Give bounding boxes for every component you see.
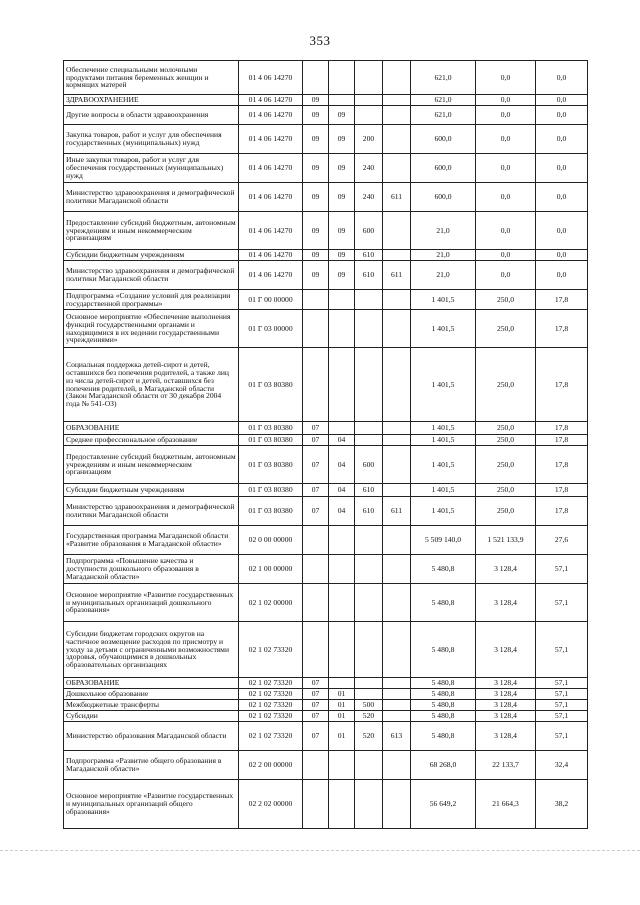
row-name: ЗДРАВООХРАНЕНИЕ bbox=[64, 95, 239, 106]
row-code: 02 1 02 73320 bbox=[239, 622, 303, 678]
row-subsection: 09 bbox=[329, 212, 355, 250]
row-expense-type bbox=[355, 689, 383, 700]
row-approved-sum: 1 401,5 bbox=[411, 446, 476, 484]
row-code: 01 Г 03 80380 bbox=[239, 348, 303, 422]
row-section: 07 bbox=[303, 700, 329, 711]
row-expense-type: 610 bbox=[355, 261, 383, 290]
row-percent: 57,1 bbox=[536, 622, 588, 678]
row-approved-sum: 5 509 140,0 bbox=[411, 526, 476, 555]
row-expense-type: 500 bbox=[355, 700, 383, 711]
row-code: 01 Г 03 00000 bbox=[239, 310, 303, 348]
row-percent: 57,1 bbox=[536, 678, 588, 689]
row-subsection bbox=[329, 95, 355, 106]
row-name: Межбюджетные трансферты bbox=[64, 700, 239, 711]
table-row bbox=[64, 700, 588, 711]
row-subsection: 09 bbox=[329, 183, 355, 212]
row-name: Основное мероприятие «Развитие государственных и муниципальных организаций общего образования» bbox=[64, 780, 239, 829]
row-executed-sum: 250,0 bbox=[476, 310, 536, 348]
row-expense-type bbox=[355, 622, 383, 678]
row-administrator bbox=[383, 422, 411, 435]
row-subsection: 04 bbox=[329, 446, 355, 484]
row-administrator bbox=[383, 446, 411, 484]
table-body bbox=[64, 61, 588, 829]
row-executed-sum: 0,0 bbox=[476, 61, 536, 95]
row-section: 07 bbox=[303, 484, 329, 497]
row-expense-type: 200 bbox=[355, 125, 383, 154]
row-executed-sum: 250,0 bbox=[476, 484, 536, 497]
row-approved-sum: 21,0 bbox=[411, 250, 476, 261]
table-row bbox=[64, 689, 588, 700]
row-percent: 0,0 bbox=[536, 183, 588, 212]
row-subsection: 09 bbox=[329, 250, 355, 261]
row-administrator bbox=[383, 751, 411, 780]
table-row bbox=[64, 497, 588, 526]
row-percent: 57,1 bbox=[536, 555, 588, 584]
row-administrator: 613 bbox=[383, 722, 411, 751]
row-section: 07 bbox=[303, 678, 329, 689]
page-number: 353 bbox=[309, 33, 331, 48]
row-administrator bbox=[383, 484, 411, 497]
row-section: 09 bbox=[303, 125, 329, 154]
row-name: Закупка товаров, работ и услуг для обеспечения государственных (муниципальных) нужд bbox=[64, 125, 239, 154]
row-administrator: 611 bbox=[383, 497, 411, 526]
row-administrator bbox=[383, 212, 411, 250]
row-administrator bbox=[383, 584, 411, 622]
row-code: 01 4 06 14270 bbox=[239, 183, 303, 212]
row-approved-sum: 1 401,5 bbox=[411, 484, 476, 497]
row-section: 07 bbox=[303, 497, 329, 526]
table-row bbox=[64, 212, 588, 250]
row-code: 01 4 06 14270 bbox=[239, 106, 303, 125]
row-executed-sum: 3 128,4 bbox=[476, 622, 536, 678]
row-administrator bbox=[383, 622, 411, 678]
row-code: 01 Г 03 80380 bbox=[239, 484, 303, 497]
row-expense-type: 520 bbox=[355, 711, 383, 722]
row-executed-sum: 1 521 133,9 bbox=[476, 526, 536, 555]
row-code: 02 0 00 00000 bbox=[239, 526, 303, 555]
row-expense-type bbox=[355, 780, 383, 829]
table-row bbox=[64, 310, 588, 348]
row-approved-sum: 600,0 bbox=[411, 125, 476, 154]
table-row bbox=[64, 261, 588, 290]
table-row bbox=[64, 555, 588, 584]
row-section: 07 bbox=[303, 722, 329, 751]
table-row bbox=[64, 435, 588, 446]
row-executed-sum: 250,0 bbox=[476, 446, 536, 484]
row-code: 01 4 06 14270 bbox=[239, 125, 303, 154]
row-administrator bbox=[383, 348, 411, 422]
table-row bbox=[64, 722, 588, 751]
row-administrator bbox=[383, 678, 411, 689]
row-administrator bbox=[383, 61, 411, 95]
row-section: 09 bbox=[303, 261, 329, 290]
row-expense-type: 240 bbox=[355, 183, 383, 212]
row-executed-sum: 250,0 bbox=[476, 290, 536, 310]
row-subsection bbox=[329, 310, 355, 348]
row-section: 09 bbox=[303, 95, 329, 106]
row-approved-sum: 1 401,5 bbox=[411, 290, 476, 310]
row-expense-type bbox=[355, 751, 383, 780]
row-executed-sum: 3 128,4 bbox=[476, 584, 536, 622]
row-executed-sum: 22 133,7 bbox=[476, 751, 536, 780]
row-percent: 17,8 bbox=[536, 422, 588, 435]
table-row bbox=[64, 125, 588, 154]
row-subsection: 01 bbox=[329, 722, 355, 751]
row-expense-type bbox=[355, 290, 383, 310]
row-executed-sum: 250,0 bbox=[476, 497, 536, 526]
row-percent: 57,1 bbox=[536, 584, 588, 622]
row-approved-sum: 5 480,8 bbox=[411, 678, 476, 689]
row-section: 09 bbox=[303, 183, 329, 212]
row-section: 07 bbox=[303, 422, 329, 435]
row-name: Обеспечение специальными молочными продуктами питания беременных женщин и кормящих матерей bbox=[64, 61, 239, 95]
row-percent: 32,4 bbox=[536, 751, 588, 780]
table-row bbox=[64, 484, 588, 497]
row-code: 01 4 06 14270 bbox=[239, 261, 303, 290]
row-approved-sum: 621,0 bbox=[411, 95, 476, 106]
row-expense-type: 610 bbox=[355, 497, 383, 526]
row-subsection bbox=[329, 584, 355, 622]
row-approved-sum: 68 268,0 bbox=[411, 751, 476, 780]
row-subsection: 04 bbox=[329, 435, 355, 446]
row-percent: 17,8 bbox=[536, 497, 588, 526]
row-name: ОБРАЗОВАНИЕ bbox=[64, 422, 239, 435]
row-code: 02 1 02 73320 bbox=[239, 722, 303, 751]
row-administrator bbox=[383, 555, 411, 584]
row-approved-sum: 1 401,5 bbox=[411, 497, 476, 526]
row-executed-sum: 250,0 bbox=[476, 348, 536, 422]
table-row bbox=[64, 61, 588, 95]
row-code: 01 4 06 14270 bbox=[239, 250, 303, 261]
row-administrator bbox=[383, 106, 411, 125]
row-name: Министерство здравоохранения и демографической политики Магаданской области bbox=[64, 497, 239, 526]
row-code: 02 2 02 00000 bbox=[239, 780, 303, 829]
row-percent: 38,2 bbox=[536, 780, 588, 829]
row-name: Министерство здравоохранения и демографической политики Магаданской области bbox=[64, 261, 239, 290]
row-percent: 0,0 bbox=[536, 61, 588, 95]
row-name: ОБРАЗОВАНИЕ bbox=[64, 678, 239, 689]
table-row bbox=[64, 711, 588, 722]
row-expense-type bbox=[355, 310, 383, 348]
row-approved-sum: 1 401,5 bbox=[411, 348, 476, 422]
row-name: Среднее профессиональное образование bbox=[64, 435, 239, 446]
row-percent: 0,0 bbox=[536, 106, 588, 125]
table-row bbox=[64, 290, 588, 310]
row-expense-type: 600 bbox=[355, 212, 383, 250]
row-subsection bbox=[329, 526, 355, 555]
row-administrator bbox=[383, 780, 411, 829]
row-executed-sum: 250,0 bbox=[476, 422, 536, 435]
row-section: 09 bbox=[303, 106, 329, 125]
row-percent: 57,1 bbox=[536, 711, 588, 722]
row-expense-type: 610 bbox=[355, 484, 383, 497]
table-row bbox=[64, 446, 588, 484]
row-percent: 0,0 bbox=[536, 154, 588, 183]
row-name: Основное мероприятие «Развитие государственных и муниципальных организаций дошкольного образования» bbox=[64, 584, 239, 622]
row-approved-sum: 5 480,8 bbox=[411, 689, 476, 700]
row-percent: 0,0 bbox=[536, 125, 588, 154]
row-subsection: 09 bbox=[329, 125, 355, 154]
row-subsection bbox=[329, 678, 355, 689]
row-expense-type bbox=[355, 678, 383, 689]
row-approved-sum: 1 401,5 bbox=[411, 422, 476, 435]
table-row bbox=[64, 622, 588, 678]
row-approved-sum: 5 480,8 bbox=[411, 584, 476, 622]
row-section: 07 bbox=[303, 689, 329, 700]
row-expense-type: 240 bbox=[355, 154, 383, 183]
row-percent: 17,8 bbox=[536, 310, 588, 348]
row-executed-sum: 21 664,3 bbox=[476, 780, 536, 829]
row-code: 02 2 00 00000 bbox=[239, 751, 303, 780]
row-subsection bbox=[329, 422, 355, 435]
row-executed-sum: 0,0 bbox=[476, 125, 536, 154]
table-row bbox=[64, 751, 588, 780]
row-executed-sum: 0,0 bbox=[476, 154, 536, 183]
row-approved-sum: 5 480,8 bbox=[411, 722, 476, 751]
row-approved-sum: 21,0 bbox=[411, 212, 476, 250]
row-expense-type bbox=[355, 61, 383, 95]
row-code: 01 Г 00 00000 bbox=[239, 290, 303, 310]
table-row bbox=[64, 678, 588, 689]
row-percent: 17,8 bbox=[536, 348, 588, 422]
row-section bbox=[303, 780, 329, 829]
row-section: 09 bbox=[303, 212, 329, 250]
row-percent: 17,8 bbox=[536, 435, 588, 446]
row-name: Министерство здравоохранения и демографической политики Магаданской области bbox=[64, 183, 239, 212]
row-name: Министерство образования Магаданской области bbox=[64, 722, 239, 751]
row-expense-type bbox=[355, 422, 383, 435]
row-percent: 17,8 bbox=[536, 446, 588, 484]
row-expense-type bbox=[355, 348, 383, 422]
row-section bbox=[303, 751, 329, 780]
row-subsection bbox=[329, 622, 355, 678]
row-code: 01 Г 03 80380 bbox=[239, 497, 303, 526]
row-executed-sum: 0,0 bbox=[476, 261, 536, 290]
row-administrator bbox=[383, 125, 411, 154]
row-executed-sum: 250,0 bbox=[476, 435, 536, 446]
row-approved-sum: 21,0 bbox=[411, 261, 476, 290]
row-executed-sum: 0,0 bbox=[476, 212, 536, 250]
row-expense-type bbox=[355, 106, 383, 125]
row-section bbox=[303, 310, 329, 348]
row-approved-sum: 5 480,8 bbox=[411, 711, 476, 722]
row-section bbox=[303, 622, 329, 678]
row-administrator bbox=[383, 700, 411, 711]
row-name: Дошкольное образование bbox=[64, 689, 239, 700]
row-percent: 27,6 bbox=[536, 526, 588, 555]
row-code: 01 Г 03 80380 bbox=[239, 446, 303, 484]
row-approved-sum: 5 480,8 bbox=[411, 622, 476, 678]
row-subsection: 01 bbox=[329, 711, 355, 722]
row-approved-sum: 621,0 bbox=[411, 61, 476, 95]
row-code: 02 1 02 73320 bbox=[239, 689, 303, 700]
row-executed-sum: 3 128,4 bbox=[476, 700, 536, 711]
scan-edge-line bbox=[0, 850, 640, 851]
row-administrator bbox=[383, 290, 411, 310]
table-row bbox=[64, 154, 588, 183]
row-subsection: 09 bbox=[329, 261, 355, 290]
row-approved-sum: 5 480,8 bbox=[411, 555, 476, 584]
row-section: 09 bbox=[303, 154, 329, 183]
row-expense-type: 520 bbox=[355, 722, 383, 751]
row-code: 02 1 02 73320 bbox=[239, 678, 303, 689]
row-subsection: 01 bbox=[329, 689, 355, 700]
row-code: 01 4 06 14270 bbox=[239, 61, 303, 95]
row-section: 07 bbox=[303, 446, 329, 484]
row-expense-type bbox=[355, 526, 383, 555]
table-row bbox=[64, 584, 588, 622]
row-code: 01 4 06 14270 bbox=[239, 95, 303, 106]
row-administrator bbox=[383, 95, 411, 106]
row-administrator bbox=[383, 310, 411, 348]
table-row bbox=[64, 348, 588, 422]
row-expense-type bbox=[355, 95, 383, 106]
row-section: 07 bbox=[303, 711, 329, 722]
row-name: Государственная программа Магаданской области «Развитие образования в Магаданской области» bbox=[64, 526, 239, 555]
row-executed-sum: 3 128,4 bbox=[476, 678, 536, 689]
row-administrator: 611 bbox=[383, 183, 411, 212]
row-executed-sum: 3 128,4 bbox=[476, 722, 536, 751]
row-name: Иные закупки товаров, работ и услуг для обеспечения государственных (муниципальных) нужд bbox=[64, 154, 239, 183]
row-section bbox=[303, 584, 329, 622]
row-section bbox=[303, 555, 329, 584]
row-subsection: 09 bbox=[329, 106, 355, 125]
row-approved-sum: 1 401,5 bbox=[411, 310, 476, 348]
row-subsection bbox=[329, 751, 355, 780]
row-name: Подпрограмма «Повышение качества и доступности дошкольного образования в Магаданской области» bbox=[64, 555, 239, 584]
row-name: Субсидии бюджетам городских округов на частичное возмещение расходов по присмотру и уходу за детьми с ограниченными возможностями здоровья, обучающимися в дошкольных образовательных организациях bbox=[64, 622, 239, 678]
row-section bbox=[303, 61, 329, 95]
row-percent: 0,0 bbox=[536, 250, 588, 261]
row-administrator bbox=[383, 154, 411, 183]
row-subsection bbox=[329, 555, 355, 584]
row-code: 01 Г 03 80380 bbox=[239, 435, 303, 446]
row-section bbox=[303, 348, 329, 422]
row-administrator bbox=[383, 250, 411, 261]
row-percent: 57,1 bbox=[536, 722, 588, 751]
row-subsection: 09 bbox=[329, 154, 355, 183]
table-row bbox=[64, 526, 588, 555]
row-section bbox=[303, 290, 329, 310]
row-expense-type bbox=[355, 555, 383, 584]
row-executed-sum: 0,0 bbox=[476, 183, 536, 212]
row-approved-sum: 1 401,5 bbox=[411, 435, 476, 446]
row-code: 02 1 00 00000 bbox=[239, 555, 303, 584]
row-percent: 57,1 bbox=[536, 689, 588, 700]
row-executed-sum: 0,0 bbox=[476, 250, 536, 261]
table-row bbox=[64, 250, 588, 261]
row-subsection: 04 bbox=[329, 497, 355, 526]
row-expense-type: 610 bbox=[355, 250, 383, 261]
row-percent: 57,1 bbox=[536, 700, 588, 711]
row-executed-sum: 0,0 bbox=[476, 95, 536, 106]
row-administrator bbox=[383, 711, 411, 722]
row-name: Предоставление субсидий бюджетным, автономным учреждениям и иным некоммерческим организациям bbox=[64, 212, 239, 250]
row-code: 02 1 02 00000 bbox=[239, 584, 303, 622]
row-code: 01 4 06 14270 bbox=[239, 154, 303, 183]
table-row bbox=[64, 422, 588, 435]
row-approved-sum: 600,0 bbox=[411, 183, 476, 212]
row-name: Подпрограмма «Создание условий для реализации государственной программы» bbox=[64, 290, 239, 310]
row-name: Субсидии бюджетным учреждениям bbox=[64, 484, 239, 497]
table-row bbox=[64, 95, 588, 106]
table-row bbox=[64, 780, 588, 829]
row-expense-type bbox=[355, 435, 383, 446]
row-subsection bbox=[329, 290, 355, 310]
row-name: Подпрограмма «Развитие общего образования в Магаданской области» bbox=[64, 751, 239, 780]
row-name: Основное мероприятие «Обеспечение выполнения функций государственными органами и находящимися в их ведении государственными учреждениями» bbox=[64, 310, 239, 348]
row-executed-sum: 3 128,4 bbox=[476, 555, 536, 584]
row-subsection: 01 bbox=[329, 700, 355, 711]
row-administrator bbox=[383, 526, 411, 555]
row-section: 07 bbox=[303, 435, 329, 446]
row-subsection bbox=[329, 780, 355, 829]
row-subsection bbox=[329, 348, 355, 422]
row-section bbox=[303, 526, 329, 555]
row-name: Субсидии бюджетным учреждениям bbox=[64, 250, 239, 261]
row-percent: 17,8 bbox=[536, 484, 588, 497]
row-name: Социальная поддержка детей-сирот и детей, оставшихся без попечения родителей, а также лиц из числа детей-сирот и детей, оставшихся без попечения родителей, в Магаданской области (Закон Магаданской области от 30 декабря 2004 года № 541-ОЗ) bbox=[64, 348, 239, 422]
row-percent: 0,0 bbox=[536, 95, 588, 106]
row-subsection bbox=[329, 61, 355, 95]
row-code: 01 Г 03 80380 bbox=[239, 422, 303, 435]
row-approved-sum: 621,0 bbox=[411, 106, 476, 125]
row-name: Предоставление субсидий бюджетным, автономным учреждениям и иным некоммерческим организациям bbox=[64, 446, 239, 484]
budget-table bbox=[63, 60, 588, 829]
row-expense-type bbox=[355, 584, 383, 622]
row-name: Субсидии bbox=[64, 711, 239, 722]
row-executed-sum: 0,0 bbox=[476, 106, 536, 125]
row-code: 02 1 02 73320 bbox=[239, 700, 303, 711]
row-administrator bbox=[383, 435, 411, 446]
row-percent: 17,8 bbox=[536, 290, 588, 310]
row-name: Другие вопросы в области здравоохранения bbox=[64, 106, 239, 125]
row-code: 01 4 06 14270 bbox=[239, 212, 303, 250]
row-percent: 0,0 bbox=[536, 261, 588, 290]
row-executed-sum: 3 128,4 bbox=[476, 689, 536, 700]
row-approved-sum: 600,0 bbox=[411, 154, 476, 183]
row-section: 09 bbox=[303, 250, 329, 261]
row-administrator: 611 bbox=[383, 261, 411, 290]
row-approved-sum: 5 480,8 bbox=[411, 700, 476, 711]
row-percent: 0,0 bbox=[536, 212, 588, 250]
row-code: 02 1 02 73320 bbox=[239, 711, 303, 722]
row-approved-sum: 56 649,2 bbox=[411, 780, 476, 829]
row-subsection: 04 bbox=[329, 484, 355, 497]
row-administrator bbox=[383, 689, 411, 700]
table-row bbox=[64, 106, 588, 125]
row-executed-sum: 3 128,4 bbox=[476, 711, 536, 722]
table-row bbox=[64, 183, 588, 212]
row-expense-type: 600 bbox=[355, 446, 383, 484]
